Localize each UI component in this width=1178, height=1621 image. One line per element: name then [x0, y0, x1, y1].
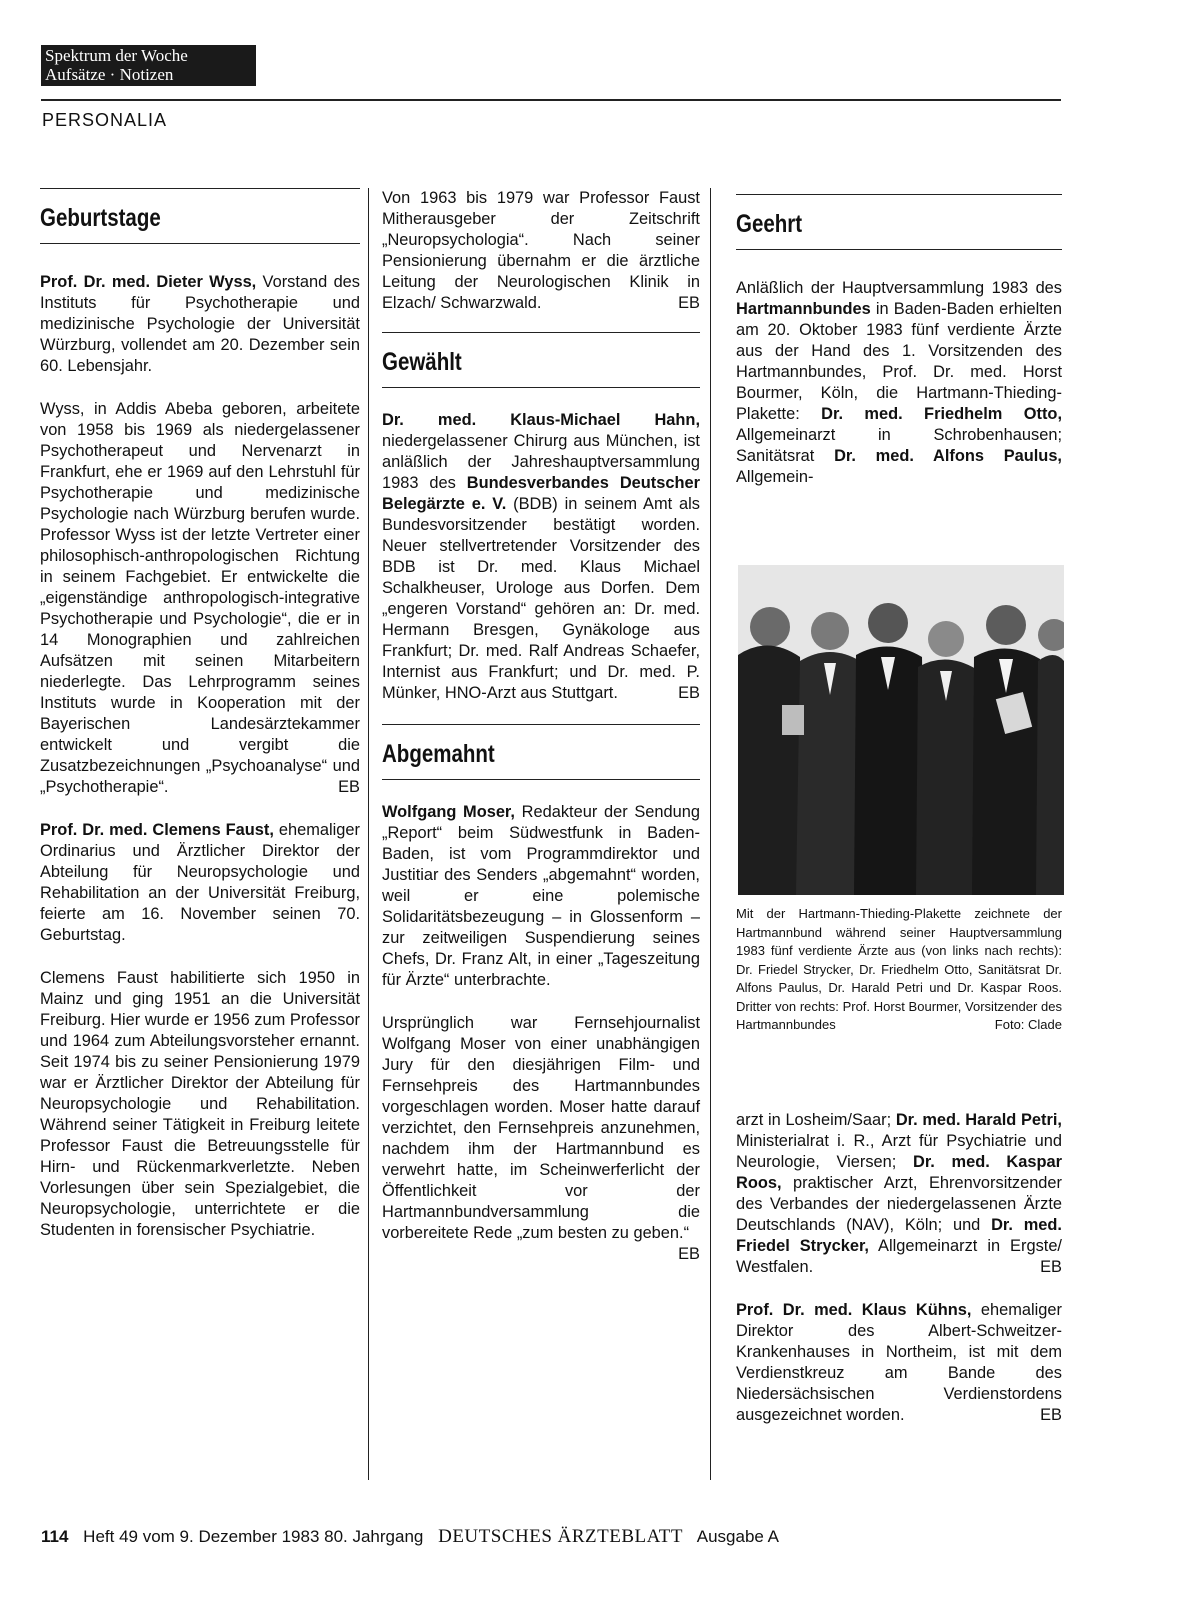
- author-sig: EB: [678, 294, 700, 312]
- page-number: 114: [41, 1527, 69, 1546]
- paragraph-text: Redakteur der Sendung „Report“ beim Südwestfunk in Baden-Baden, ist vom Programmdirektor und Justitiar des Senders „abgemahnt“ worden, weil er eine polemische Solidaritätsbezeugung – in Glossenform – zur zeitweiligen Suspendierung seines Chefs, Dr. Franz Alt, in einer „Tageszeitung für Ärzte“ unterbrachte.: [382, 803, 700, 989]
- paragraph: [382, 410, 700, 704]
- paragraph: [40, 399, 360, 798]
- paragraph-text: Allgemeinarzt in Ergste/ Westfalen.: [736, 1237, 1062, 1276]
- author-sig: EB: [1040, 1258, 1062, 1276]
- paragraph-text: Vorstand des Instituts für Psychotherapie und medizinische Psychologie der Universität Würzburg, vollendet am 20. Dezember sein 60. Lebensjahr.: [40, 273, 360, 375]
- paragraph: [382, 802, 700, 991]
- column-divider: [710, 188, 711, 1480]
- rule: [736, 249, 1062, 250]
- person-name: Dr. med. Harald Petri,: [895, 1111, 1062, 1129]
- person-name: Prof. Dr. med. Clemens Faust,: [40, 821, 274, 839]
- paragraph-text: Clemens Faust habilitierte sich 1950 in Mainz und ging 1951 an die Universität Freiburg. Hier wurde er 1956 zum Professor und 1964 zum Abteilungsvorsteher ernannt. Seit 1974 bis zu seiner Pensionierung 1979 war er Ärztlicher Direktor der Abteilung für Neuropsychologie und Rehabilitation. Während seiner Tätigkeit in Freiburg leitete Professor Faust die Betreuungsstelle für Hirn- und Rückenmarkverletzte. Neben Vorlesungen über sein Spezialgebiet, die Neuropsychologie, unterrichtete er die Studenten in forensischer Psychiatrie.: [40, 969, 360, 1239]
- paragraph: [382, 188, 700, 314]
- heading-geburtstage: Geburtstage: [40, 204, 161, 232]
- person-name: Dr. med. Friedhelm Otto,: [821, 405, 1062, 423]
- issue-info: Heft 49 vom 9. Dezember 1983 80. Jahrgang: [83, 1527, 424, 1546]
- rule: [40, 243, 360, 244]
- paragraph-text: ehemaliger Ordinarius und Ärztlicher Direktor der Abteilung für Neuropsychologie und Rehabilitation an der Universität Freiburg, feierte am 16. November seinen 70. Geburtstag.: [40, 821, 360, 944]
- paragraph-text: in Baden-Baden erhielten am 20. Oktober 1983 fünf verdiente Ärzte aus der Hand des 1. Vorsitzenden des Hartmannbundes, Prof. Dr. med. Horst Bourmer, Köln, die Hartmann-Thieding-Plakette:: [736, 300, 1062, 423]
- rule: [382, 779, 700, 780]
- group-photo-image: [738, 565, 1064, 895]
- paragraph: [382, 1013, 700, 1263]
- column-2: [382, 188, 700, 1265]
- paragraph: [736, 1300, 1062, 1426]
- paragraph-text: ehemaliger Direktor des Albert-Schweitzer-Krankenhauses in Northeim, ist mit dem Verdienstkreuz am Bande des Niedersächsischen Verdienstordens ausgezeichnet worden.: [736, 1301, 1062, 1424]
- person-name: Prof. Dr. med. Dieter Wyss,: [40, 273, 257, 291]
- caption-text: Mit der Hartmann-Thieding-Plakette zeichnete der Hartmannbund während seiner Hauptversammlung 1983 fünf verdiente Ärzte aus (von links nach rechts): Dr. Friedel Strycker, Dr. Friedhelm Otto, Sanitätsrat Dr. Alfons Paulus, Dr. Harald Petri und Dr. Kaspar Roos. Dritter von rechts: Prof. Horst Bourmer, Vorsitzender des Hartmannbundes: [736, 906, 1062, 1032]
- paragraph: [736, 1110, 1062, 1278]
- paragraph-text: Wyss, in Addis Abeba geboren, arbeitete von 1958 bis 1969 als niedergelassener Psychotherapeut und Nervenarzt in Frankfurt, ehe er 1969 auf den Lehrstuhl für Psychotherapie und medizinische Psychologie nach Würzburg berufen wurde. Professor Wyss ist der letzte Vertreter einer philosophisch-anthropologischen Richtung in seinem Fachgebiet. Er entwickelte die „eigenständige anthropologisch-integrative Psychotherapie und Psychologie“, die er in 14 Monographien und zahlreichen Aufsätzen mit seinen Mitarbeitern niederlegte. Das Lehrprogramm seines Instituts wurde in Kooperation mit der Bayerischen Landesärztekammer entwickelt und vergibt die Zusatzbezeichnungen „Psychoanalyse“ und „Psychotherapie“.: [40, 400, 360, 796]
- page-footer: [41, 1526, 779, 1548]
- paragraph-text: Von 1963 bis 1979 war Professor Faust Mitherausgeber der Zeitschrift „Neuropsychologia“. Nach seiner Pensionierung übernahm er die ärztliche Leitung der Neurologischen Klinik in Elzach/ Schwarzwald.: [382, 189, 700, 312]
- photo-credit: Foto: Clade: [994, 1017, 1062, 1032]
- paragraph: [40, 968, 360, 1241]
- paragraph-text: arzt in Losheim/Saar;: [736, 1111, 896, 1129]
- paragraph: [40, 820, 360, 946]
- section-title: PERSONALIA: [42, 110, 168, 130]
- heading-abgemahnt: Abgemahnt: [382, 740, 495, 768]
- paragraph-text: (BDB) in seinem Amt als Bundesvorsitzender bestätigt worden. Neuer stellvertretender Vorsitzender des BDB ist Dr. med. Klaus Michael Schalkheuser, Urologe aus Dorfen. Dem „engeren Vorstand“ gehören an: Dr. med. Hermann Bresgen, Gynäkologe aus Frankfurt; Dr. med. Ralf Andreas Schaefer, Internist aus Frankfurt; und Dr. med. P. Münker, HNO-Arzt aus Stuttgart.: [382, 495, 701, 702]
- paragraph-text: Ministerialrat i. R., Arzt für Psychiatrie und Neurologie, Viersen;: [736, 1132, 1062, 1171]
- edition: Ausgabe A: [696, 1527, 780, 1546]
- author-sig: EB: [1040, 1406, 1062, 1424]
- person-name: Dr. med. Alfons Paulus,: [834, 447, 1062, 465]
- column-3: [736, 194, 1062, 488]
- column-3-continued: [736, 1110, 1062, 1426]
- paragraph: [40, 272, 360, 377]
- rule: [382, 724, 700, 725]
- paragraph: [736, 278, 1062, 488]
- top-rule: [41, 99, 1061, 101]
- person-name: Dr. med. Kaspar Roos,: [736, 1153, 1062, 1192]
- paragraph-text: Allgemein-: [736, 468, 814, 486]
- person-name: Prof. Dr. med. Klaus Kühns,: [736, 1301, 972, 1319]
- rule: [40, 188, 360, 189]
- heading-gewaehlt: Gewählt: [382, 348, 462, 376]
- magazine-name: DEUTSCHES ÄRZTEBLATT: [438, 1526, 683, 1547]
- organisation-name: Bundesverbandes Deutscher Belegärzte e. V.: [382, 474, 701, 513]
- group-photo: [738, 565, 1064, 895]
- person-name: Dr. med. Klaus-Michael Hahn,: [382, 411, 700, 429]
- photo-caption-block: [736, 905, 1062, 1035]
- person-name: Wolfgang Moser,: [382, 803, 515, 821]
- author-sig: EB: [678, 684, 700, 702]
- kicker-line-2: Aufsätze · Notizen: [45, 65, 174, 84]
- column-divider: [368, 188, 369, 1480]
- kicker-line-1: Spektrum der Woche: [45, 46, 188, 65]
- rule: [382, 387, 700, 388]
- rule: [382, 332, 700, 333]
- organisation-name: Hartmannbundes: [736, 300, 871, 318]
- paragraph-text: Anläßlich der Hauptversammlung 1983 des: [736, 279, 1062, 297]
- person-name: Dr. med. Friedel Strycker,: [736, 1216, 1062, 1255]
- column-1: [40, 188, 360, 1241]
- paragraph-text: Allgemeinarzt in Schrobenhausen; Sanitätsrat: [736, 426, 1062, 465]
- paragraph-text: niedergelassener Chirurg aus München, ist anläßlich der Jahreshauptversammlung 1983 des: [382, 432, 700, 492]
- author-sig: EB: [338, 778, 360, 796]
- section-kicker: [41, 45, 256, 86]
- rule: [736, 194, 1062, 195]
- heading-geehrt: Geehrt: [736, 210, 803, 238]
- photo-caption: [736, 905, 1062, 1035]
- paragraph-text: Ursprünglich war Fernsehjournalist Wolfgang Moser von einer unabhängigen Jury für den diesjährigen Film- und Fernsehpreis des Hartmannbundes vorgeschlagen worden. Moser hatte darauf verzichtet, den Fernsehpreis anzunehmen, nachdem ihm der Hartmannbund es verwehrt hatte, im Scheinwerferlicht der Öffentlichkeit vor der Hartmannbundversammlung die vorbereitete Rede „zum besten zu geben.“: [382, 1014, 700, 1242]
- author-sig: EB: [678, 1245, 700, 1263]
- paragraph-text: praktischer Arzt, Ehrenvorsitzender des Verbandes der niedergelassenen Ärzte Deutschlands (NAV), Köln; und: [736, 1174, 1062, 1234]
